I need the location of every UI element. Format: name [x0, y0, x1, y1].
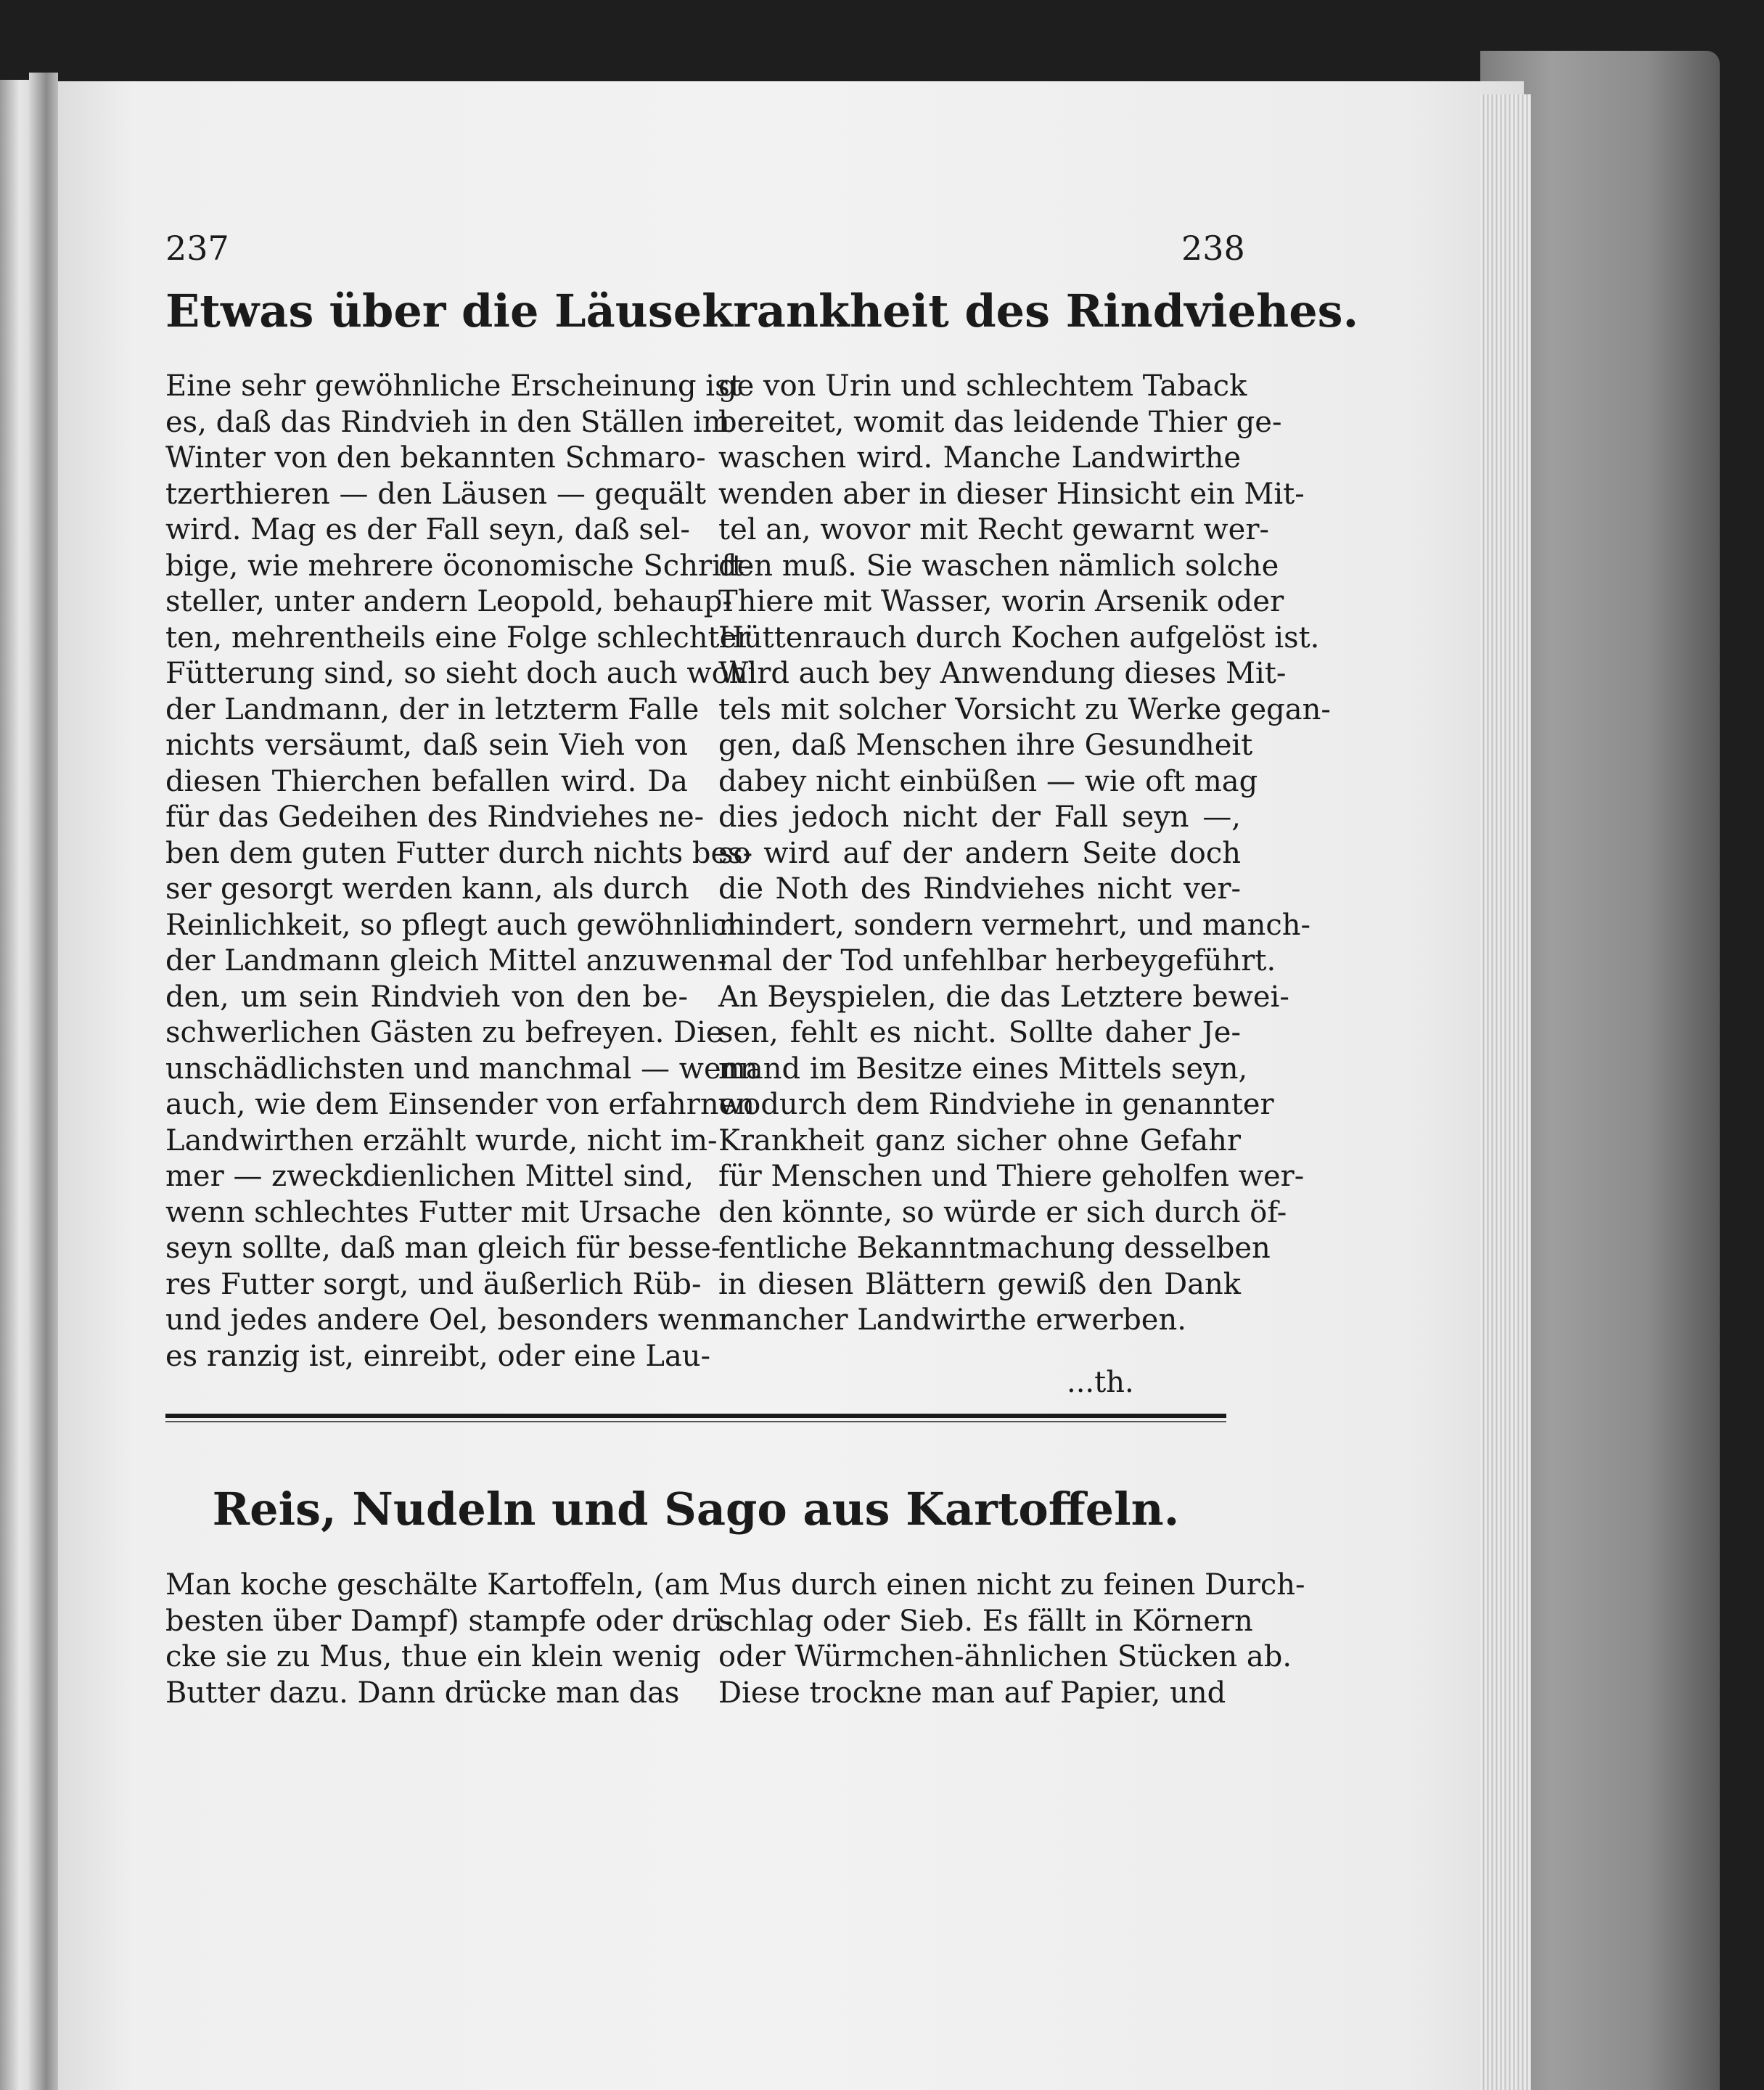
text-line: Winter von den bekannten Schmaro- — [165, 441, 706, 475]
text-line: steller, unter andern Leopold, behaup- — [165, 585, 732, 618]
text-line: An Beyspielen, die das Letztere bewei- — [718, 980, 1289, 1014]
text-line: Man koche geschälte Kartoffeln, (am — [165, 1568, 710, 1602]
text-line: tels mit solcher Vorsicht zu Werke gegan- — [718, 692, 1331, 726]
article-column-right — [718, 1568, 1305, 1711]
page-number-left: 237 — [165, 229, 229, 268]
text-line: es ranzig ist, einreibt, oder eine Lau- — [165, 1339, 711, 1373]
article-column-left — [165, 369, 759, 1374]
text-line: dabey nicht einbüßen — wie oft mag — [718, 764, 1258, 798]
text-line: den könnte, so würde er sich durch öf- — [718, 1195, 1287, 1229]
text-line: den, um sein Rindvieh von den be- — [165, 980, 688, 1014]
text-line: bereitet, womit das leidende Thier ge- — [718, 405, 1282, 439]
text-line: Landwirthen erzählt wurde, nicht im- — [165, 1123, 718, 1157]
text-line: besten über Dampf) stampfe oder drü- — [165, 1604, 733, 1638]
page-block-edges — [1480, 94, 1531, 2090]
text-line: wodurch dem Rindviehe in genannter — [718, 1088, 1274, 1121]
text-line: tel an, wovor mit Recht gewarnt wer- — [718, 513, 1269, 546]
section-divider — [165, 1414, 1226, 1418]
text-line: sen, fehlt es nicht. Sollte daher Je- — [718, 1016, 1241, 1049]
text-line: cke sie zu Mus, thue ein klein wenig — [165, 1640, 701, 1673]
text-line: dies jedoch nicht der Fall seyn —, — [718, 800, 1241, 834]
text-line: Thiere mit Wasser, worin Arsenik oder — [718, 585, 1284, 618]
article-column-left — [165, 1568, 733, 1711]
text-line: bige, wie mehrere öconomische Schrift- — [165, 549, 754, 583]
text-line: wenn schlechtes Futter mit Ursache — [165, 1195, 702, 1229]
author-signature: ...th. — [1067, 1366, 1134, 1399]
page-number-right: 238 — [1181, 229, 1245, 268]
article-column-right — [718, 369, 1331, 1339]
text-line: Hüttenrauch durch Kochen aufgelöst ist. — [718, 620, 1320, 655]
text-line: auch, wie dem Einsender von erfahrnen — [165, 1088, 755, 1121]
text-line: mal der Tod unfehlbar herbeygeführt. — [718, 944, 1276, 978]
text-line: mindert, sondern vermehrt, und manch- — [718, 908, 1311, 942]
text-line: für Menschen und Thiere geholfen wer- — [718, 1160, 1305, 1193]
text-line: wenden aber in dieser Hinsicht ein Mit- — [718, 477, 1305, 511]
text-line: in diesen Blättern gewiß den Dank — [718, 1267, 1241, 1301]
text-line: Mus durch einen nicht zu feinen Durch- — [718, 1568, 1305, 1602]
text-line: wird. Mag es der Fall seyn, daß sel- — [165, 513, 690, 546]
text-line: seyn sollte, daß man gleich für besse- — [165, 1232, 721, 1265]
text-line: und jedes andere Oel, besonders wenn — [165, 1303, 738, 1337]
text-line: diesen Thierchen befallen wird. Da — [165, 764, 688, 798]
text-line: Fütterung sind, so sieht doch auch wohl — [165, 657, 758, 690]
text-line: Reinlichkeit, so pflegt auch gewöhnlich — [165, 908, 746, 942]
text-line: fentliche Bekanntmachung desselben — [718, 1232, 1271, 1265]
text-line: es, daß das Rindvieh in den Ställen im — [165, 405, 730, 439]
text-line: ge von Urin und schlechtem Taback — [718, 369, 1247, 403]
book-gutter — [29, 73, 58, 2090]
text-line: unschädlichsten und manchmal — wenn — [165, 1052, 759, 1086]
text-line: nichts versäumt, daß sein Vieh von — [165, 729, 688, 762]
text-line: der Landmann, der in letzterm Falle — [165, 692, 700, 726]
text-line: mer — zweckdienlichen Mittel sind, — [165, 1160, 694, 1193]
text-line: res Futter sorgt, und äußerlich Rüb- — [165, 1267, 702, 1301]
text-line: den muß. Sie waschen nämlich solche — [718, 549, 1279, 583]
text-line: mand im Besitze eines Mittels seyn, — [718, 1052, 1248, 1086]
text-line: ten, mehrentheils eine Folge schlechter — [165, 620, 751, 655]
article-title: Etwas über die Läusekrankheit des Rindviehes. — [165, 284, 1359, 337]
text-line: Butter dazu. Dann drücke man das — [165, 1676, 680, 1710]
text-line: der Landmann gleich Mittel anzuwen- — [165, 944, 727, 978]
text-line: die Noth des Rindviehes nicht ver- — [718, 872, 1241, 906]
text-line: oder Würmchen-ähnlichen Stücken ab. — [718, 1640, 1292, 1673]
text-line: mancher Landwirthe erwerben. — [718, 1303, 1186, 1337]
text-line: so wird auf der andern Seite doch — [718, 836, 1241, 870]
text-line: schlag oder Sieb. Es fällt in Körnern — [718, 1604, 1253, 1638]
text-line: ben dem guten Futter durch nichts bes- — [165, 836, 753, 870]
text-line: Wird auch bey Anwendung dieses Mit- — [718, 657, 1287, 690]
article-title: Reis, Nudeln und Sago aus Kartoffeln. — [212, 1483, 1180, 1536]
text-line: Krankheit ganz sicher ohne Gefahr — [718, 1123, 1241, 1157]
text-line: Diese trockne man auf Papier, und — [718, 1676, 1226, 1710]
text-line: ser gesorgt werden kann, als durch — [165, 872, 689, 906]
text-line: schwerlichen Gästen zu befreyen. Die — [165, 1016, 723, 1049]
text-line: Eine sehr gewöhnliche Erscheinung ist — [165, 369, 742, 403]
text-line: tzerthieren — den Läusen — gequält — [165, 477, 706, 511]
text-line: für das Gedeihen des Rindviehes ne- — [165, 800, 705, 834]
text-line: waschen wird. Manche Landwirthe — [718, 441, 1241, 475]
text-line: gen, daß Menschen ihre Gesundheit — [718, 729, 1253, 762]
